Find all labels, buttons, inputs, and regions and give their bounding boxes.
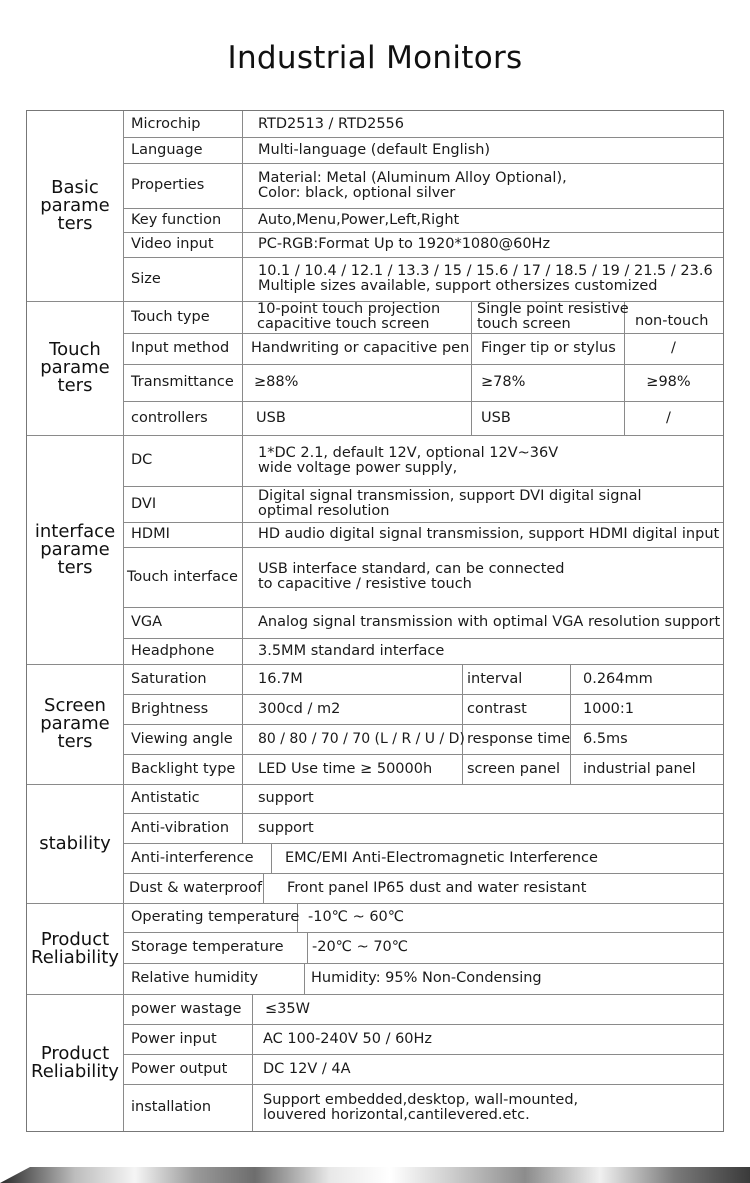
row-label: screen panel — [467, 760, 561, 777]
category-label: parame — [40, 357, 110, 378]
row-value: 300cd / m2 — [258, 700, 341, 717]
row-label: Properties — [131, 177, 205, 193]
category-reliability — [27, 903, 123, 994]
row-label: Key function — [131, 211, 222, 228]
category-label: interface — [34, 520, 116, 542]
row-value: HD audio digital signal transmission, support HDMI digital input — [258, 526, 720, 542]
value-line: touch screen — [477, 316, 571, 332]
row-label: Anti-interference — [131, 849, 254, 866]
row-value: Auto,Menu,Power,Left,Right — [258, 211, 460, 228]
row-value: -10℃ ~ 60℃ — [308, 909, 405, 925]
row-label: Power output — [131, 1060, 228, 1077]
category-label: ters — [57, 556, 93, 578]
row-value — [258, 257, 713, 301]
row-value: LED Use time ≥ 50000h — [258, 760, 433, 777]
row-value: ≥78% — [481, 374, 526, 390]
value-line: Support embedded,desktop, wall-mounted, — [263, 1091, 579, 1108]
category-screen — [27, 664, 123, 784]
row-value: USB — [481, 409, 511, 426]
value-line: capacitive touch screen — [257, 316, 430, 332]
row-label: Language — [131, 141, 203, 158]
value-line: to capacitive / resistive touch — [258, 576, 472, 592]
category-touch — [27, 301, 123, 435]
row-value: 16.7M — [258, 670, 303, 687]
value-line: 1*DC 2.1, default 12V, optional 12V~36V — [258, 444, 559, 461]
category-interface — [27, 435, 123, 664]
category-label: parame — [40, 195, 110, 216]
category-label: Product — [40, 1042, 110, 1064]
row-value: support — [258, 819, 314, 836]
row-label: Storage temperature — [131, 939, 284, 955]
value-line: 10.1 / 10.4 / 12.1 / 13.3 / 15 / 15.6 / 17 / 18.5 / 19 / 21.5 / 23.6 — [258, 263, 713, 279]
row-value: / — [666, 409, 671, 426]
row-label: DVI — [131, 495, 157, 512]
row-value — [258, 547, 565, 607]
row-value: non-touch — [635, 312, 709, 329]
category-label: Screen — [44, 695, 106, 716]
row-value: / — [671, 340, 676, 356]
value-line: Color: black, optional silver — [258, 184, 456, 201]
category-stability — [27, 784, 123, 903]
row-label: Saturation — [131, 670, 207, 687]
row-value: ≥98% — [646, 374, 691, 390]
row-label: installation — [131, 1099, 212, 1115]
row-value — [477, 301, 629, 333]
row-label: Brightness — [131, 700, 209, 717]
row-value — [258, 435, 558, 486]
row-value — [258, 486, 642, 522]
row-value — [257, 301, 440, 333]
value-line: Digital signal transmission, support DVI digital signal — [258, 488, 642, 504]
row-label: VGA — [131, 614, 163, 630]
row-label: Relative humidity — [131, 970, 259, 986]
row-value: Finger tip or stylus — [481, 340, 616, 356]
row-value: 6.5ms — [583, 730, 628, 747]
category-label: Touch — [49, 339, 101, 360]
row-value: industrial panel — [583, 760, 696, 777]
row-value: 80 / 80 / 70 / 70 (L / R / U / D) — [258, 730, 465, 747]
value-line: 10-point touch projection — [257, 301, 441, 317]
category-label: Basic — [51, 177, 99, 198]
row-value: Multi-language (default English) — [258, 141, 491, 158]
category-power — [27, 994, 123, 1131]
row-label: controllers — [131, 409, 208, 426]
row-value: -20℃ ~ 70℃ — [312, 939, 409, 955]
category-label: parame — [40, 538, 110, 560]
value-line: optimal resolution — [258, 503, 390, 519]
row-value: Analog signal transmission with optimal VGA resolution support — [258, 614, 721, 630]
row-label: Transmittance — [131, 374, 234, 390]
row-label: Microchip — [131, 115, 201, 132]
row-label: Video input — [131, 236, 214, 252]
row-value: 1000:1 — [583, 700, 635, 717]
decorative-footer-bar — [0, 1167, 750, 1183]
value-line: louvered horizontal,cantilevered.etc. — [263, 1106, 530, 1123]
value-line: Material: Metal (Aluminum Alloy Optional), — [258, 169, 567, 186]
row-label: Backlight type — [131, 760, 236, 777]
row-label: HDMI — [131, 526, 170, 542]
row-label: Viewing angle — [131, 730, 233, 747]
row-value: PC-RGB:Format Up to 1920*1080@60Hz — [258, 236, 551, 252]
row-value — [263, 1084, 578, 1131]
page-title: Industrial Monitors — [227, 40, 523, 76]
row-label: Size — [131, 270, 161, 287]
row-label: Antistatic — [131, 790, 200, 806]
row-label: interval — [467, 670, 523, 687]
category-label: stability — [39, 832, 111, 854]
value-line: wide voltage power supply, — [258, 459, 458, 476]
category-label: Reliability — [31, 1060, 119, 1082]
row-label: Anti-vibration — [131, 819, 230, 836]
row-value: RTD2513 / RTD2556 — [258, 115, 404, 132]
category-label: ters — [57, 375, 93, 396]
row-label: Touch interface — [127, 568, 238, 585]
row-value: 0.264mm — [583, 670, 653, 687]
row-value: ≤35W — [265, 1000, 310, 1017]
row-value: Front panel IP65 dust and water resistant — [287, 879, 587, 896]
row-label: Touch type — [131, 308, 210, 325]
row-value: EMC/EMI Anti-Electromagnetic Interference — [285, 849, 598, 866]
value-line: Multiple sizes available, support othersizes customized — [258, 278, 658, 294]
row-label: Power input — [131, 1030, 217, 1047]
row-label: Operating temperature — [131, 909, 300, 925]
row-value: Humidity: 95% Non-Condensing — [311, 970, 542, 986]
row-value — [258, 163, 567, 208]
row-value: USB — [256, 409, 286, 426]
row-label: Headphone — [131, 642, 215, 659]
row-label: DC — [131, 452, 153, 468]
row-label: response time — [467, 730, 571, 747]
row-label: Input method — [131, 340, 230, 356]
category-basic — [27, 111, 123, 301]
row-value: ≥88% — [254, 374, 299, 390]
spec-table — [26, 110, 724, 1132]
row-value: 3.5MM standard interface — [258, 642, 445, 659]
row-value: Handwriting or capacitive pen — [251, 340, 470, 356]
row-label: power wastage — [131, 1000, 242, 1017]
row-label: Dust & waterproof — [129, 879, 263, 896]
value-line: Single point resistive — [477, 301, 629, 317]
category-label: parame — [40, 713, 110, 734]
category-label: Product — [40, 928, 110, 950]
row-value: DC 12V / 4A — [263, 1060, 351, 1077]
row-value: support — [258, 790, 314, 806]
row-value: AC 100-240V 50 / 60Hz — [263, 1030, 433, 1047]
value-line: USB interface standard, can be connected — [258, 561, 565, 577]
category-label: ters — [57, 213, 93, 234]
row-label: contrast — [467, 700, 527, 717]
category-label: Reliability — [31, 946, 119, 968]
category-label: ters — [57, 731, 93, 752]
